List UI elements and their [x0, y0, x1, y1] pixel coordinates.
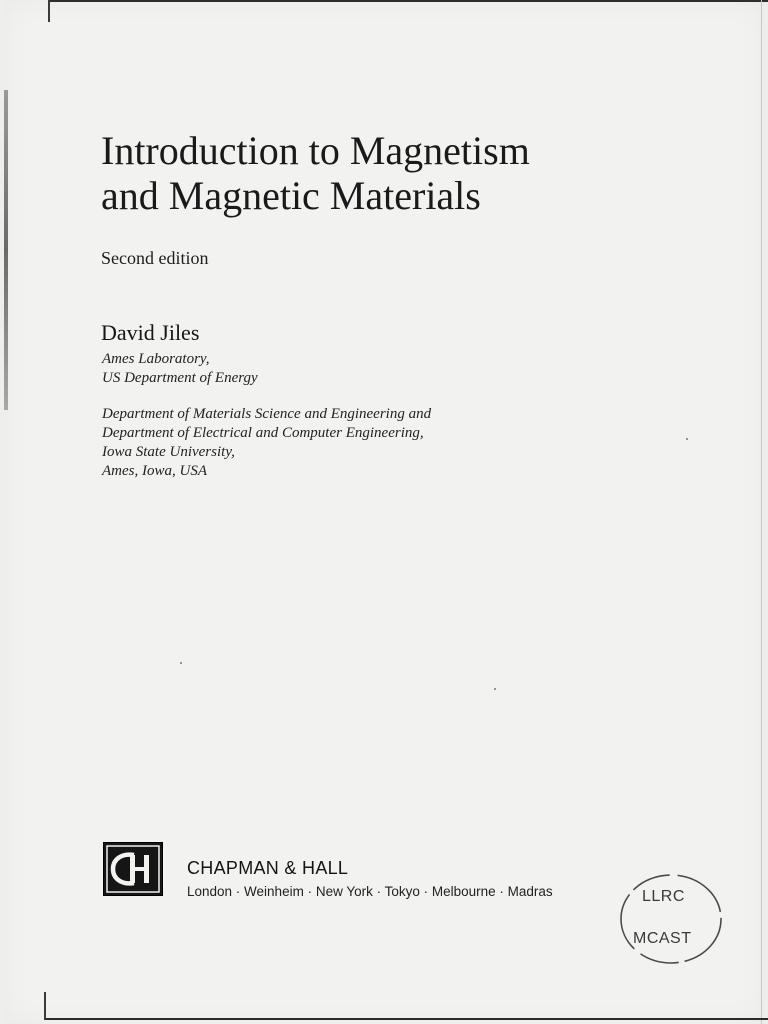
- paper-speck: [494, 688, 496, 690]
- author-affiliation-secondary: [102, 405, 431, 481]
- affiliation-line: Iowa State University,: [102, 444, 235, 460]
- chapman-hall-logo-icon: [103, 842, 163, 896]
- stamp-ring-icon: [616, 870, 726, 968]
- publisher-cities: London · Weinheim · New York · Tokyo · Melbourne · Madras: [187, 884, 553, 899]
- author-name: David Jiles: [101, 320, 200, 345]
- top-edge-line: [48, 0, 768, 2]
- stamp-text-llrc: LLRC: [642, 888, 685, 905]
- book-title-line-2: and Magnetic Materials: [101, 173, 481, 218]
- book-title: [101, 128, 530, 218]
- library-stamp: [616, 870, 726, 968]
- affiliation-line: Ames, Iowa, USA: [102, 463, 207, 479]
- affiliation-line: US Department of Energy: [102, 370, 258, 386]
- book-title-line-1: Introduction to Magnetism: [101, 128, 530, 173]
- stamp-text-mcast: MCAST: [633, 930, 692, 947]
- paper-speck: [180, 662, 182, 664]
- author-affiliation-primary: [102, 350, 258, 388]
- page-binding-shadow: [4, 90, 8, 410]
- affiliation-line: Ames Laboratory,: [102, 351, 210, 367]
- edition-label: Second edition: [101, 248, 209, 268]
- bottom-edge-tick: [44, 992, 46, 1020]
- right-edge-line: [761, 0, 762, 1024]
- affiliation-line: Department of Materials Science and Engineering and: [102, 406, 432, 422]
- paper-speck: [686, 438, 688, 440]
- title-page: [4, 0, 764, 1024]
- bottom-edge-line: [44, 1018, 768, 1020]
- top-edge-tick: [48, 0, 50, 22]
- publisher-name: CHAPMAN & HALL: [187, 858, 349, 878]
- affiliation-line: Department of Electrical and Computer Engineering,: [102, 425, 424, 441]
